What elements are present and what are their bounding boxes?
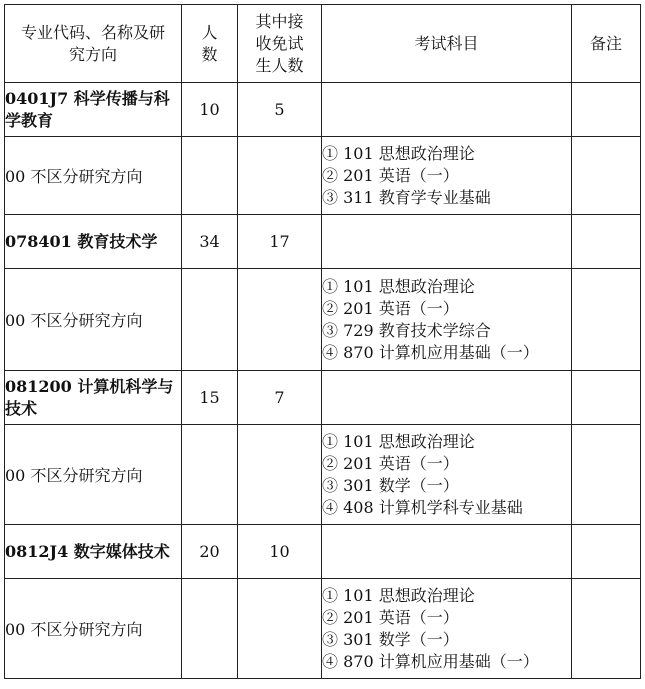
research-direction: 00 不区分研究方向: [5, 425, 182, 525]
exam-subject: ④ 408 计算机学科专业基础: [322, 497, 523, 517]
major-row: [5, 215, 641, 269]
direction-count-empty: [182, 425, 238, 525]
exam-subject: ④ 870 计算机应用基础（一）: [322, 342, 539, 362]
major-exempt: 7: [238, 371, 322, 425]
direction-exempt-empty: [238, 579, 322, 679]
exam-subjects: [322, 579, 572, 679]
major-count: 10: [182, 83, 238, 137]
header-count-text: 人数: [201, 22, 218, 64]
direction-exempt-empty: [238, 425, 322, 525]
exam-subjects: [322, 269, 572, 371]
header-row: [5, 5, 641, 83]
exam-subject: ② 201 英语（一）: [322, 298, 459, 318]
major-notes-empty: [572, 83, 641, 137]
exam-subject: ② 201 英语（一）: [322, 607, 459, 627]
header-notes: 备注: [572, 5, 641, 83]
direction-notes-empty: [572, 269, 641, 371]
major-exempt: 5: [238, 83, 322, 137]
exam-subject: ③ 301 数学（一）: [322, 475, 459, 495]
major-row: [5, 83, 641, 137]
direction-notes-empty: [572, 579, 641, 679]
exam-subject: ① 101 思想政治理论: [322, 431, 475, 451]
header-exempt: [238, 5, 322, 83]
header-exempt-text: 其中接收免试生人数: [255, 11, 304, 75]
exam-subject: ① 101 思想政治理论: [322, 585, 475, 605]
direction-notes-empty: [572, 137, 641, 215]
major-subjects-empty: [322, 83, 572, 137]
direction-row: [5, 137, 641, 215]
major-name: 0812J4 数字媒体技术: [5, 525, 182, 579]
direction-notes-empty: [572, 425, 641, 525]
major-name: 0401J7 科学传播与科学教育: [5, 83, 182, 137]
header-subjects: 考试科目: [322, 5, 572, 83]
major-name: 081200 计算机科学与技术: [5, 371, 182, 425]
major-row: [5, 371, 641, 425]
exam-subject: ④ 870 计算机应用基础（一）: [322, 651, 539, 671]
research-direction: 00 不区分研究方向: [5, 269, 182, 371]
exam-subject: ③ 729 教育技术学综合: [322, 320, 491, 340]
admissions-table: [4, 4, 641, 679]
exam-subject: ③ 301 数学（一）: [322, 629, 459, 649]
major-count: 15: [182, 371, 238, 425]
direction-row: [5, 425, 641, 525]
exam-subject: ② 201 英语（一）: [322, 453, 459, 473]
direction-count-empty: [182, 137, 238, 215]
direction-row: [5, 269, 641, 371]
direction-count-empty: [182, 269, 238, 371]
major-subjects-empty: [322, 371, 572, 425]
exam-subject: ① 101 思想政治理论: [322, 143, 475, 163]
exam-subject: ① 101 思想政治理论: [322, 276, 475, 296]
major-row: [5, 525, 641, 579]
header-code-name-text: 专业代码、名称及研究方向: [20, 22, 165, 64]
major-count: 34: [182, 215, 238, 269]
direction-row: [5, 579, 641, 679]
header-code-name: [5, 5, 182, 83]
major-notes-empty: [572, 525, 641, 579]
direction-exempt-empty: [238, 137, 322, 215]
major-subjects-empty: [322, 215, 572, 269]
direction-exempt-empty: [238, 269, 322, 371]
major-count: 20: [182, 525, 238, 579]
exam-subjects: [322, 137, 572, 215]
header-count: [182, 5, 238, 83]
exam-subjects: [322, 425, 572, 525]
exam-subject: ③ 311 教育学专业基础: [322, 187, 491, 207]
research-direction: 00 不区分研究方向: [5, 137, 182, 215]
major-exempt: 17: [238, 215, 322, 269]
major-subjects-empty: [322, 525, 572, 579]
major-notes-empty: [572, 371, 641, 425]
research-direction: 00 不区分研究方向: [5, 579, 182, 679]
exam-subject: ② 201 英语（一）: [322, 165, 459, 185]
major-name: 078401 教育技术学: [5, 215, 182, 269]
direction-count-empty: [182, 579, 238, 679]
major-exempt: 10: [238, 525, 322, 579]
major-notes-empty: [572, 215, 641, 269]
